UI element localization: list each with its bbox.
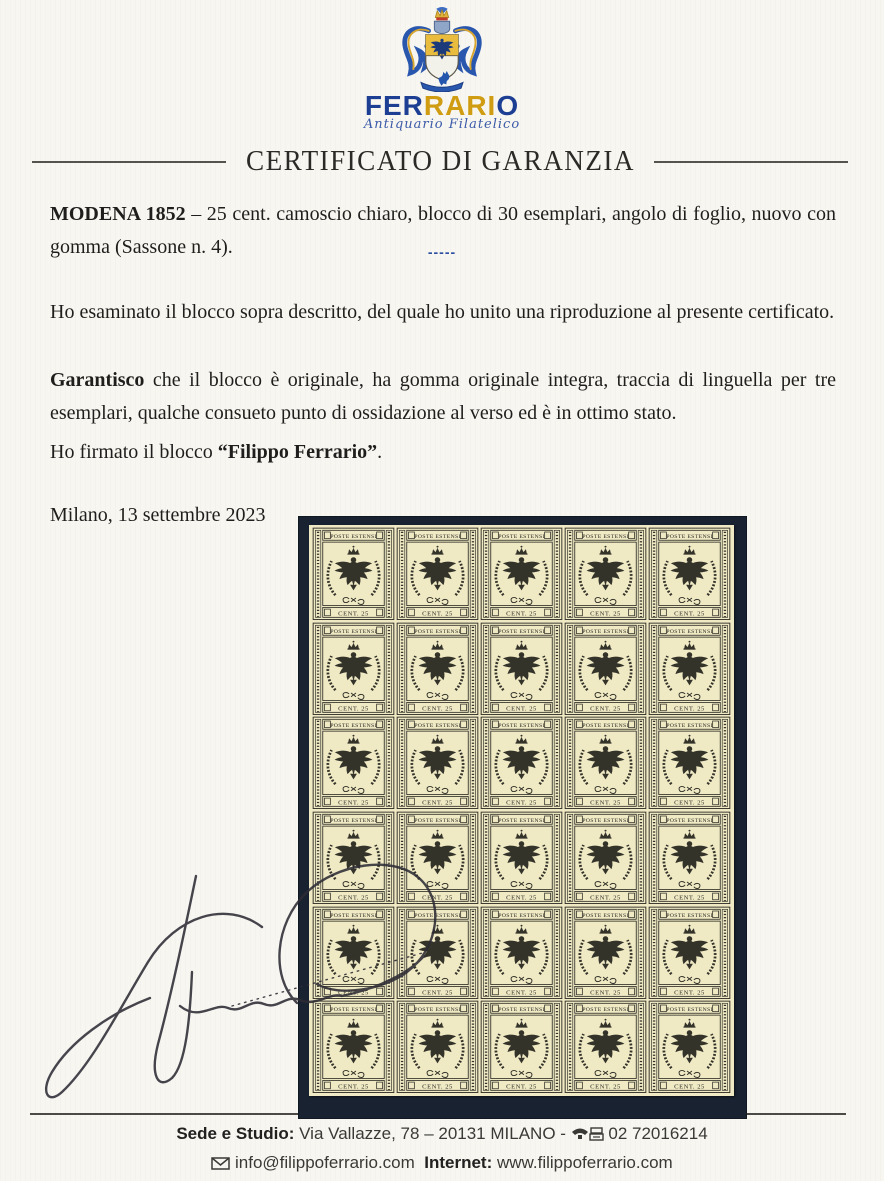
stamp: [312, 1000, 395, 1094]
stamp: [480, 906, 563, 1000]
dateline: Milano, 13 settembre 2023: [50, 504, 266, 526]
stamp: [396, 716, 479, 810]
stamp: [648, 716, 731, 810]
stamp: [564, 622, 647, 716]
signed-lead: Ho firmato il blocco: [50, 441, 218, 463]
fax-icon: [589, 1122, 604, 1149]
description-rest: – 25 cent. camoscio chiaro, blocco di 30 esemplari, angolo di foglio, nuovo con gomma (Sassone n. 4).: [50, 203, 837, 258]
stamp: [648, 527, 731, 621]
footer-address: Via Vallazze, 78 – 20131 MILANO -: [294, 1124, 571, 1143]
stamp-sheet: [309, 525, 734, 1096]
stamp-block-photo: [299, 517, 746, 1118]
email-address: info@filippoferrario.com: [235, 1153, 415, 1172]
stamp: [396, 906, 479, 1000]
signed-name: “Filippo Ferrario”: [217, 441, 378, 463]
wordmark-o: O: [496, 90, 520, 121]
page-title: CERTIFICATO DI GARANZIA: [245, 146, 635, 177]
stamp: [312, 811, 395, 905]
stamp: [480, 811, 563, 905]
stamp: [312, 906, 395, 1000]
stamp: [396, 811, 479, 905]
stamp: [396, 622, 479, 716]
stamp: [564, 811, 647, 905]
title-band: [32, 146, 848, 178]
website-url: www.filippoferrario.com: [496, 1153, 673, 1172]
title-rule-left: [32, 161, 226, 163]
footer-gap: [415, 1153, 424, 1172]
email-icon: [211, 1151, 230, 1178]
stamp: [480, 716, 563, 810]
guarantee-paragraph: [50, 364, 836, 430]
title-rule-right: [654, 161, 848, 163]
stamp: [312, 716, 395, 810]
stamp: [480, 622, 563, 716]
signed-paragraph: [50, 436, 836, 469]
phone-number: 02 72016214: [608, 1124, 708, 1143]
crest-icon: [394, 6, 490, 92]
logo-subtitle: Antiquario Filatelico: [363, 117, 521, 132]
stamp: [648, 906, 731, 1000]
stamp: [480, 1000, 563, 1094]
guarantee-lead: Garantisco: [50, 369, 145, 391]
ferrario-crest-logo: [0, 6, 884, 97]
stamp: [564, 906, 647, 1000]
footer-address-line: [0, 1120, 884, 1149]
stamp: [312, 622, 395, 716]
separator-dashes: -----: [427, 244, 457, 260]
stamp-grid: [312, 527, 731, 1094]
stamp: [564, 527, 647, 621]
stamp: [480, 527, 563, 621]
footer-contact-line: [0, 1149, 884, 1178]
footer: [0, 1120, 884, 1178]
phone-icon: [571, 1122, 589, 1149]
stamp: [564, 1000, 647, 1094]
stamp: [648, 622, 731, 716]
description-lead: MODENA 1852: [50, 203, 186, 225]
guarantee-rest: che il blocco è originale, ha gomma originale integra, traccia di linguella per tre esemplari, qualche consueto punto di ossidazione al verso ed è in ottimo stato.: [50, 369, 836, 424]
stamp: [312, 527, 395, 621]
examined-paragraph: Ho esaminato il blocco sopra descritto, del quale ho unito una riproduzione al presente certificato.: [50, 301, 835, 323]
stamp: [396, 1000, 479, 1094]
wordmark-rari: RARI: [423, 90, 497, 121]
stamp: [564, 716, 647, 810]
wordmark-fer: FER: [364, 90, 424, 121]
footer-address-label: Sede e Studio:: [176, 1124, 295, 1143]
stamp: [648, 1000, 731, 1094]
footer-internet-label: Internet:: [424, 1153, 493, 1172]
stamp: [648, 811, 731, 905]
signed-end: .: [377, 441, 383, 463]
stamp: [396, 527, 479, 621]
